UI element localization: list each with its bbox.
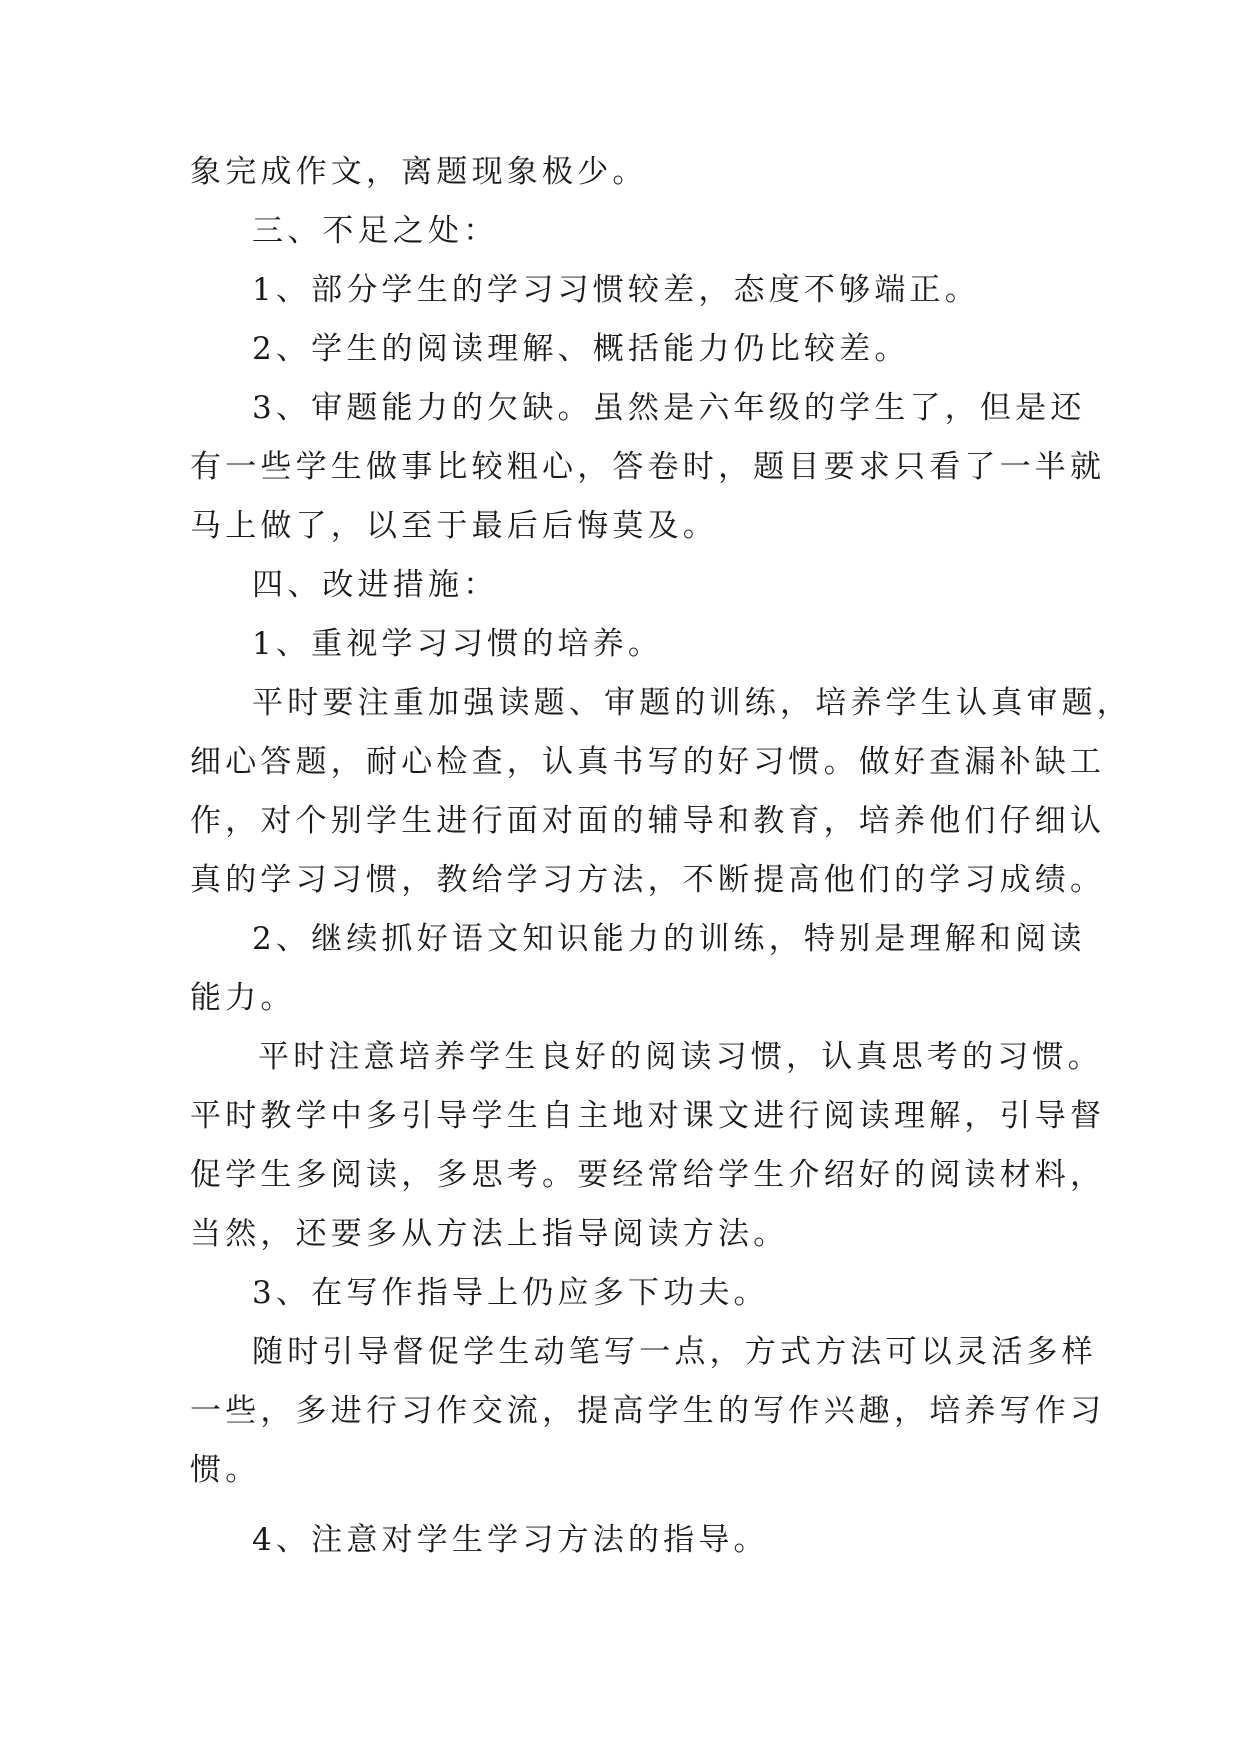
text-line: 能力。 — [190, 980, 296, 1016]
text-line: 有一些学生做事比较粗心，答卷时，题目要求只看了一半就 — [190, 449, 1106, 485]
text-line: 惯。 — [190, 1452, 261, 1488]
text-line: 象完成作文，离题现象极少。 — [190, 154, 648, 190]
list-item: 1、部分学生的学习习惯较差，态度不够端正。 — [252, 272, 980, 308]
list-item: 2、学生的阅读理解、概括能力仍比较差。 — [252, 331, 910, 367]
text-line: 真的学习习惯，教给学习方法，不断提高他们的学习成绩。 — [190, 862, 1106, 898]
text-line: 平时教学中多引导学生自主地对课文进行阅读理解，引导督 — [190, 1098, 1106, 1134]
text-line: 细心答题，耐心检查，认真书写的好习惯。做好查漏补缺工 — [190, 744, 1106, 780]
text-line: 一些，多进行习作交流，提高学生的写作兴趣，培养写作习 — [190, 1393, 1106, 1429]
text-line: 促学生多阅读，多思考。要经常给学生介绍好的阅读材料， — [190, 1157, 1106, 1193]
list-item: 3、在写作指导上仍应多下功夫。 — [252, 1275, 769, 1311]
list-item: 3、审题能力的欠缺。虽然是六年级的学生了，但是还 — [252, 390, 1086, 426]
text-line: 平时注意培养学生良好的阅读习惯，认真思考的习惯。 — [258, 1039, 1103, 1075]
list-item: 1、重视学习习惯的培养。 — [252, 626, 664, 662]
section-heading: 三、不足之处： — [252, 213, 499, 249]
text-line: 当然，还要多从方法上指导阅读方法。 — [190, 1216, 789, 1252]
list-item: 4、注意对学生学习方法的指导。 — [252, 1522, 769, 1558]
text-line: 随时引导督促学生动笔写一点，方式方法可以灵活多样 — [252, 1334, 1097, 1370]
text-line: 平时要注重加强读题、审题的训练，培养学生认真审题， — [252, 685, 1132, 721]
text-line: 作，对个别学生进行面对面的辅导和教育，培养他们仔细认 — [190, 803, 1106, 839]
text-line: 马上做了，以至于最后后悔莫及。 — [190, 508, 718, 544]
list-item: 2、继续抓好语文知识能力的训练，特别是理解和阅读 — [252, 921, 1086, 957]
section-heading: 四、改进措施： — [252, 567, 499, 603]
